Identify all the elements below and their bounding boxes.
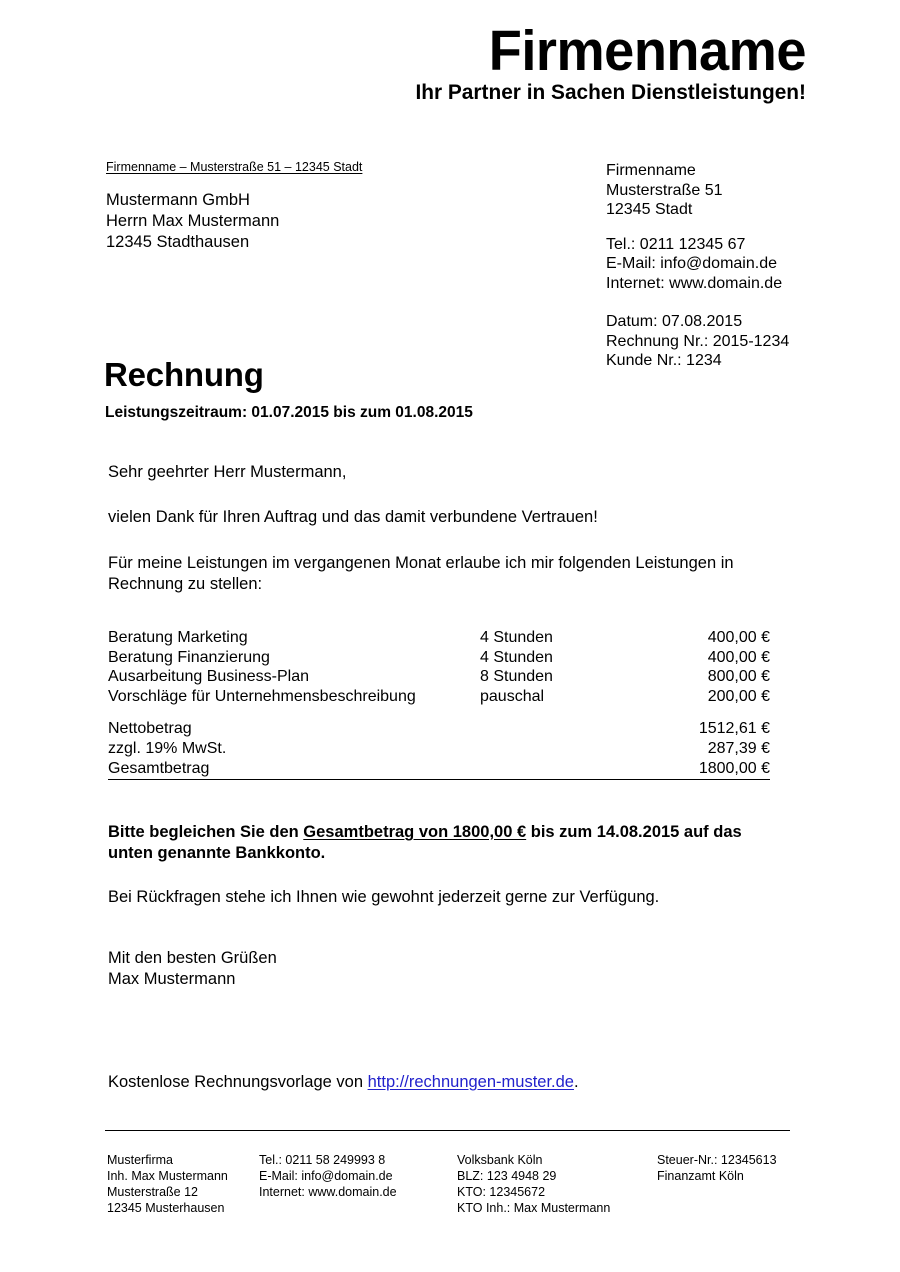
sender-address-block xyxy=(606,161,782,293)
table-row xyxy=(108,667,770,687)
sender-phone: Tel.: 0211 12345 67 xyxy=(606,235,746,253)
footer-column-contact xyxy=(259,1152,457,1216)
payment-notice-amount: Gesamtbetrag von 1800,00 € xyxy=(303,823,527,841)
line-item-description: Beratung Marketing xyxy=(108,629,248,646)
footer-line: Steuer-Nr.: 12345613 xyxy=(657,1153,777,1167)
line-item-quantity: 4 Stunden xyxy=(480,629,553,646)
return-address-text: Firmenname – Musterstraße 51 – 12345 Stadt xyxy=(106,160,363,174)
invoice-date: Datum: 07.08.2015 xyxy=(606,313,743,330)
signoff-block xyxy=(108,948,277,991)
line-items-table xyxy=(108,628,770,706)
sender-street: Musterstraße 51 xyxy=(606,181,723,199)
sender-contact-group xyxy=(606,235,782,294)
payment-notice xyxy=(108,822,784,865)
sender-website: Internet: www.domain.de xyxy=(606,274,783,292)
signoff-greeting: Mit den besten Grüßen xyxy=(108,949,277,967)
template-credit xyxy=(108,1072,579,1093)
total-amount: 287,39 € xyxy=(707,739,770,757)
grand-total-row xyxy=(108,759,770,780)
footer-line: KTO Inh.: Max Mustermann xyxy=(457,1201,611,1215)
table-row xyxy=(108,628,770,648)
recipient-address-block xyxy=(106,190,279,253)
customer-number: Kunde Nr.: 1234 xyxy=(606,352,722,370)
intro-paragraph: Für meine Leistungen im vergangenen Monat erlaube ich mir folgenden Leistungen in Rechnung zu stellen: xyxy=(108,553,734,594)
totals-body xyxy=(108,719,770,780)
line-item-amount: 200,00 € xyxy=(707,687,770,705)
table-row xyxy=(108,687,770,707)
footer-line: Internet: www.domain.de xyxy=(259,1185,397,1199)
template-credit-prefix: Kostenlose Rechnungsvorlage von xyxy=(108,1073,368,1091)
line-item-quantity: 8 Stunden xyxy=(480,668,553,686)
invoice-number: Rechnung Nr.: 2015-1234 xyxy=(606,332,790,350)
line-item-quantity: pauschal xyxy=(480,687,545,705)
template-source-link[interactable]: http://rechnungen-muster.de xyxy=(367,1073,574,1091)
thanks-paragraph: vielen Dank für Ihren Auftrag und das damit verbundene Vertrauen! xyxy=(108,508,598,527)
letter-body xyxy=(108,462,784,596)
signoff-name: Max Mustermann xyxy=(108,970,236,989)
footer-line: 12345 Musterhausen xyxy=(107,1201,225,1215)
footer-line: Musterstraße 12 xyxy=(107,1185,199,1199)
recipient-company: Mustermann GmbH xyxy=(106,191,250,209)
footer-column-company xyxy=(107,1152,259,1216)
total-label: Gesamtbetrag xyxy=(108,759,521,780)
payment-notice-suffix: bis zum 14.08.2015 auf das unten genannte Bankkonto. xyxy=(108,823,742,863)
document-meta-block xyxy=(606,312,789,371)
footer xyxy=(107,1152,807,1216)
company-tagline: Ihr Partner in Sachen Dienstleistungen! xyxy=(415,79,806,104)
template-credit-suffix: . xyxy=(573,1073,579,1091)
salutation: Sehr geehrter Herr Mustermann, xyxy=(108,463,347,481)
line-item-amount: 400,00 € xyxy=(707,629,770,646)
footer-column-tax xyxy=(657,1152,807,1216)
line-item-amount: 400,00 € xyxy=(707,648,770,666)
table-row xyxy=(108,648,770,668)
company-logo-title: Firmenname xyxy=(488,19,806,83)
totals-table xyxy=(108,719,770,780)
line-item-description: Ausarbeitung Business-Plan xyxy=(108,668,310,686)
line-item-quantity: 4 Stunden xyxy=(480,648,553,666)
total-amount: 1512,61 € xyxy=(698,720,770,737)
line-item-amount: 800,00 € xyxy=(707,668,770,686)
total-label: Nettobetrag xyxy=(108,720,192,737)
footer-column-bank xyxy=(457,1152,657,1216)
page-title: Rechnung xyxy=(104,356,264,393)
recipient-city: 12345 Stadthausen xyxy=(106,233,250,252)
footer-line: Tel.: 0211 58 249993 8 xyxy=(259,1153,386,1167)
footer-line: Musterfirma xyxy=(107,1153,173,1167)
footer-line: BLZ: 123 4948 29 xyxy=(457,1169,557,1183)
service-period: Leistungszeitraum: 01.07.2015 bis zum 01.08.2015 xyxy=(105,404,473,421)
total-label: zzgl. 19% MwSt. xyxy=(108,739,227,757)
sender-city: 12345 Stadt xyxy=(606,201,693,219)
line-item-description: Beratung Finanzierung xyxy=(108,648,270,666)
sender-postal-group xyxy=(606,161,782,220)
total-amount: 1800,00 € xyxy=(521,759,770,780)
letterhead xyxy=(0,19,806,104)
footer-line: E-Mail: info@domain.de xyxy=(259,1169,393,1183)
recipient-person: Herrn Max Mustermann xyxy=(106,212,280,231)
sender-name: Firmenname xyxy=(606,162,696,179)
footer-divider xyxy=(105,1130,790,1131)
footer-line: Inh. Max Mustermann xyxy=(107,1169,228,1183)
line-item-description: Vorschläge für Unternehmensbeschreibung xyxy=(108,687,416,705)
footer-line: Finanzamt Köln xyxy=(657,1169,744,1183)
payment-notice-prefix: Bitte begleichen Sie den xyxy=(108,823,304,841)
footer-line: KTO: 12345672 xyxy=(457,1185,546,1199)
sender-email: E-Mail: info@domain.de xyxy=(606,255,777,273)
followup-paragraph: Bei Rückfragen stehe ich Ihnen wie gewohnt jederzeit gerne zur Verfügung. xyxy=(108,888,660,906)
line-items-body xyxy=(108,628,770,706)
footer-line: Volksbank Köln xyxy=(457,1153,543,1167)
return-address xyxy=(106,160,362,175)
totals-row xyxy=(108,719,770,739)
totals-row xyxy=(108,739,770,759)
